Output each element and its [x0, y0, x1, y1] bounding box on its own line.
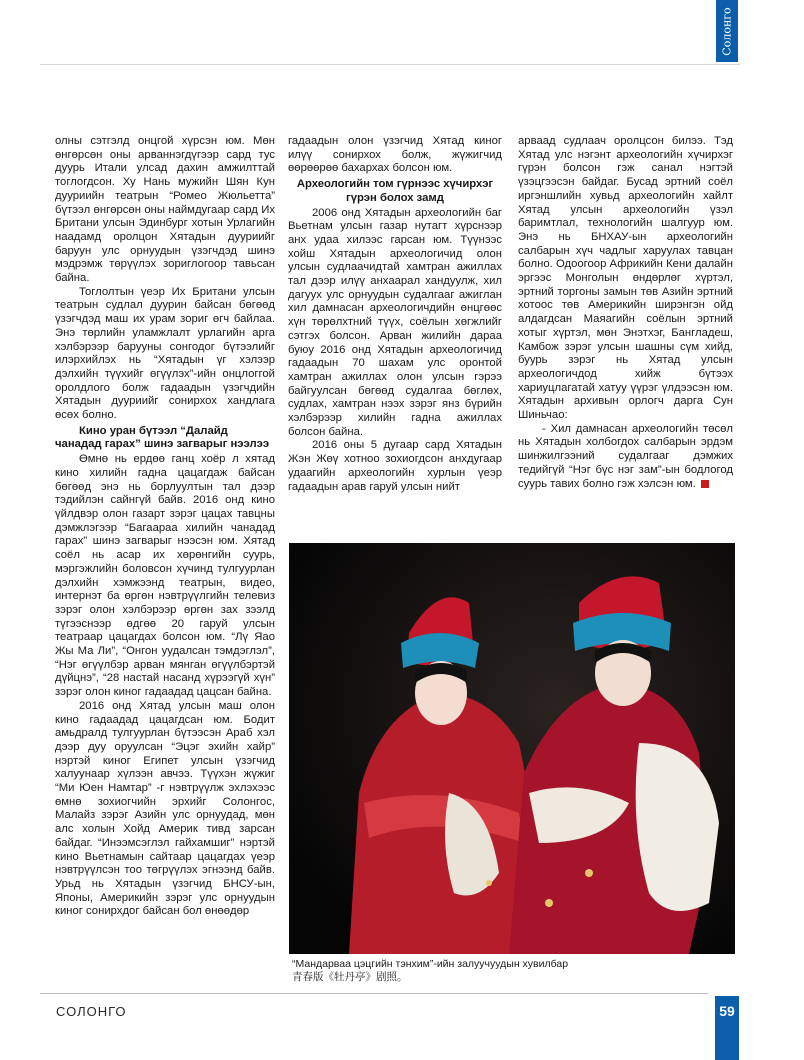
- paragraph: олны сэтгэлд онцгой хүрсэн юм. Мөн өнгөрсөн оны арваннэгдүгээр сард тус дуурь Итали улсад дахин амжилттай тоглогдсон. Ху Нань мужийн Шян Кун дууриийн театрын “Ромео Жюльетта” бүтээл өнгөрсөн оны наймдугаар сард Их Британи улсын Эдинбург хотын Урлагийн наадамд оролцон Хятадын дууриийг баруун улс орнуудын үзэгчдэд шинэ мэдрэмж төрүүлэх зориглогоор тавьсан байна.: [55, 135, 275, 285]
- paragraph: Тоглолтын үеэр Их Британи улсын театрын судлал дуурин байсан бөгөөд үзэгчдэд маш их урам зориг өгч байлаа. Энэ төрлийн уламжлалт урлагийн арга хэлбэрээр барууны сонгодог бүтээлийг илэрхийлэх нь “Хятадын үг хэлээр дэлхийн түүхийг өгүүлэх”-ийн онцлоггой оролдлого болж гадаадын үзэгчдийн Хятадын дууриийг сонирхох хандлага өсөх болно.: [55, 285, 275, 422]
- text-column-3: [518, 135, 733, 491]
- page-number: 59: [715, 996, 739, 1060]
- opera-photo: [289, 543, 735, 954]
- text-column-1: [55, 135, 275, 919]
- paragraph: 2016 онд Хятад улсын маш олон кино гадаадад цацагдсан юм. Бодит амьдралд тулгуурлан бүтээсэн Араб хэл дээр дуу оруулсан “Эцэг эхийн хайр” нэртэй киног Египет улсын үзэгчид халуунаар хүлээн авчээ. Түүхэн жүжиг “Ми Юен Намтар” -г нэвтрүүлж эхлэхээс өмнө зохиогчийн эрхийг Солонгос, Малайз зэрэг Азийн улс орнуудад, мөн алс холын Хойд Америк тивд зарсан байдаг. “Инээмсэглэл гайхамшиг” нэртэй кино Вьетнамын сайтаар цацагдах үеэр нэвтрүүлсэн тоо төгрүүлэх эгнээнд байв. Урьд нь Хятадын үзэгчид БНСУ-ын, Японы, Америкийн зэрэг улс орнуудын киног сонирхдог байсан бол өнөөдөр: [55, 699, 275, 918]
- end-of-article-mark: [701, 480, 709, 488]
- paragraph-text: - Хил дамнасан археологийн төсөл нь Хятадын холбогдох салбарын эрдэм шинжилгээний судалгааг дэмжих тедийгүй “Нэг бүс нэг зам”-ын бодлогод суурь тавих болно гэж хэлсэн юм.: [518, 422, 733, 490]
- magazine-name: СОЛОНГО: [56, 1004, 127, 1019]
- paragraph: [518, 423, 733, 492]
- paragraph: гадаадын олон үзэгчид Хятад киног илүү сонирхох болж, жүжигчид өөрөөрөө бахархах болсон юм.: [288, 135, 502, 175]
- paragraph: 2006 онд Хятадын археологийн баг Вьетнам улсын газар нутагт хүрснээр анх удаа хилээс гарсан юм. Түүнээс хойш Хятадын археологичид олон улсын судлаачидтай хамтран ажиллах тал дээр илүү анхаарал хандуулж, хил дагуух улс орнуудын судалгааг ажиглан хил дамнасан археологичдийн өнцгөөс хүн төрөлхтний түүх, соёлын хөгжлийг сэтгэх болсон. Арван жилийн дараа буюу 2016 онд Хятадын археологичид гадаадын 70 шахам улс оронтой хамтран ажиллах олон улсын гэрээ байгуулсан бөгөөд судалгаа бөглөх, судлах, хамтран нээх зэрэг янз бүрийн хэлбэрээр хилийн гадна ажиллах болсон байна.: [288, 206, 502, 438]
- paragraph: Өмнө нь ердөө ганц хоёр л хятад кино хилийн гадна цацагдаж байсан бөгөөд энэ нь борлуултын тал дээр тэдийлэн сайнгүй байв. 2016 онд кино үйлдвэр олон газарт зэрэг цацах тавцны дэмжлэгээр “Багаараа хилийн чанадад гарах” шинэ загварыг нээсэн юм. Хятад соёл нь асар их хөрөнгийн суурь, мэргэжлийн боловсон хүчинд тулгуурлан дэлхийн хэмжээнд театрын, видео, интернэт ба өргөн нэвтрүүлгийн телевиз зэрэг олон хэлбэрээр өргөн зах зээлд түгээснээр өдгөө 20 гаруй улсын театраар цацагдах болсон юм. “Лү Яао Жы Ма Ли”, “Онгон уудалсан тэмдэглэл”, “Нэг өгүүлбэр арван мянган өгүүлбэртэй дүйцнэ”, “28 настай насанд хүрээгүй хүн” зэрэг олон киног гадаадад цацсан байна.: [55, 453, 275, 699]
- section-tab-label: Солонго: [720, 6, 734, 56]
- section-heading: Кино уран бүтээл “Далайд чанадад гарах” шинэ загварыг нээлээ: [55, 424, 270, 451]
- section-tab: [716, 0, 738, 62]
- paragraph: арваад судлаач оролцсон билээ. Тэд Хятад улс нэгэнт археологийн хүчирхэг гүрэн болсон гэж санал нэгтэй үзэцгээсэн байдаг. Бусад эртний соёл иргэншлийн хувьд археологийн хайлт Хятад улсын археологийн үзэл баримтлал, технологийн шалгуур юм. Энэ нь БНХАУ-ын археологийн салбарын хүч чадлыг харуулах тавцан болно. Одоогоор Африкийн Кени далайн эргээс Монголын өндөрлөг хүртэл, эртний торгоны замын төв Азийн эртний хотоос төв Америкийн ширэнгэн ойд алдагдсан Маяагийн соёлын эртний хотыг хүртэл, мөн Энэтхэг, Бангладеш, Камбож зэрэг улсын шашны сүм хийд, буурь зэрэг нь Хятад улсын археологичдод хийж бүтээх хариуцлагатай хатуу үүрэг үлдээсэн юм. Хятадын архивын орлогч дарга Сун Шиньчао:: [518, 135, 733, 422]
- footer-rule: [40, 993, 708, 994]
- section-heading: Археологийн том гүрнээс хүчирхэг гүрэн болох замд: [296, 178, 494, 204]
- text-column-2: [288, 135, 502, 494]
- photo-caption-mongolian: “Мандарваа цэцгийн тэнхим”-ийн залуучуудын хувилбар: [292, 958, 569, 970]
- paragraph: 2016 оны 5 дугаар сард Хятадын Жэн Жөү хотноо зохиогдсон анхдугаар удаагийн археологийн хурлын үеэр гадаадын арав гаруй улсын нийт: [288, 439, 502, 493]
- photo-caption: [292, 958, 732, 984]
- opera-photo-illustration: [289, 543, 735, 954]
- photo-caption-chinese: 青春版《牡丹亭》剧照。: [292, 971, 408, 983]
- header-rule: [40, 64, 740, 65]
